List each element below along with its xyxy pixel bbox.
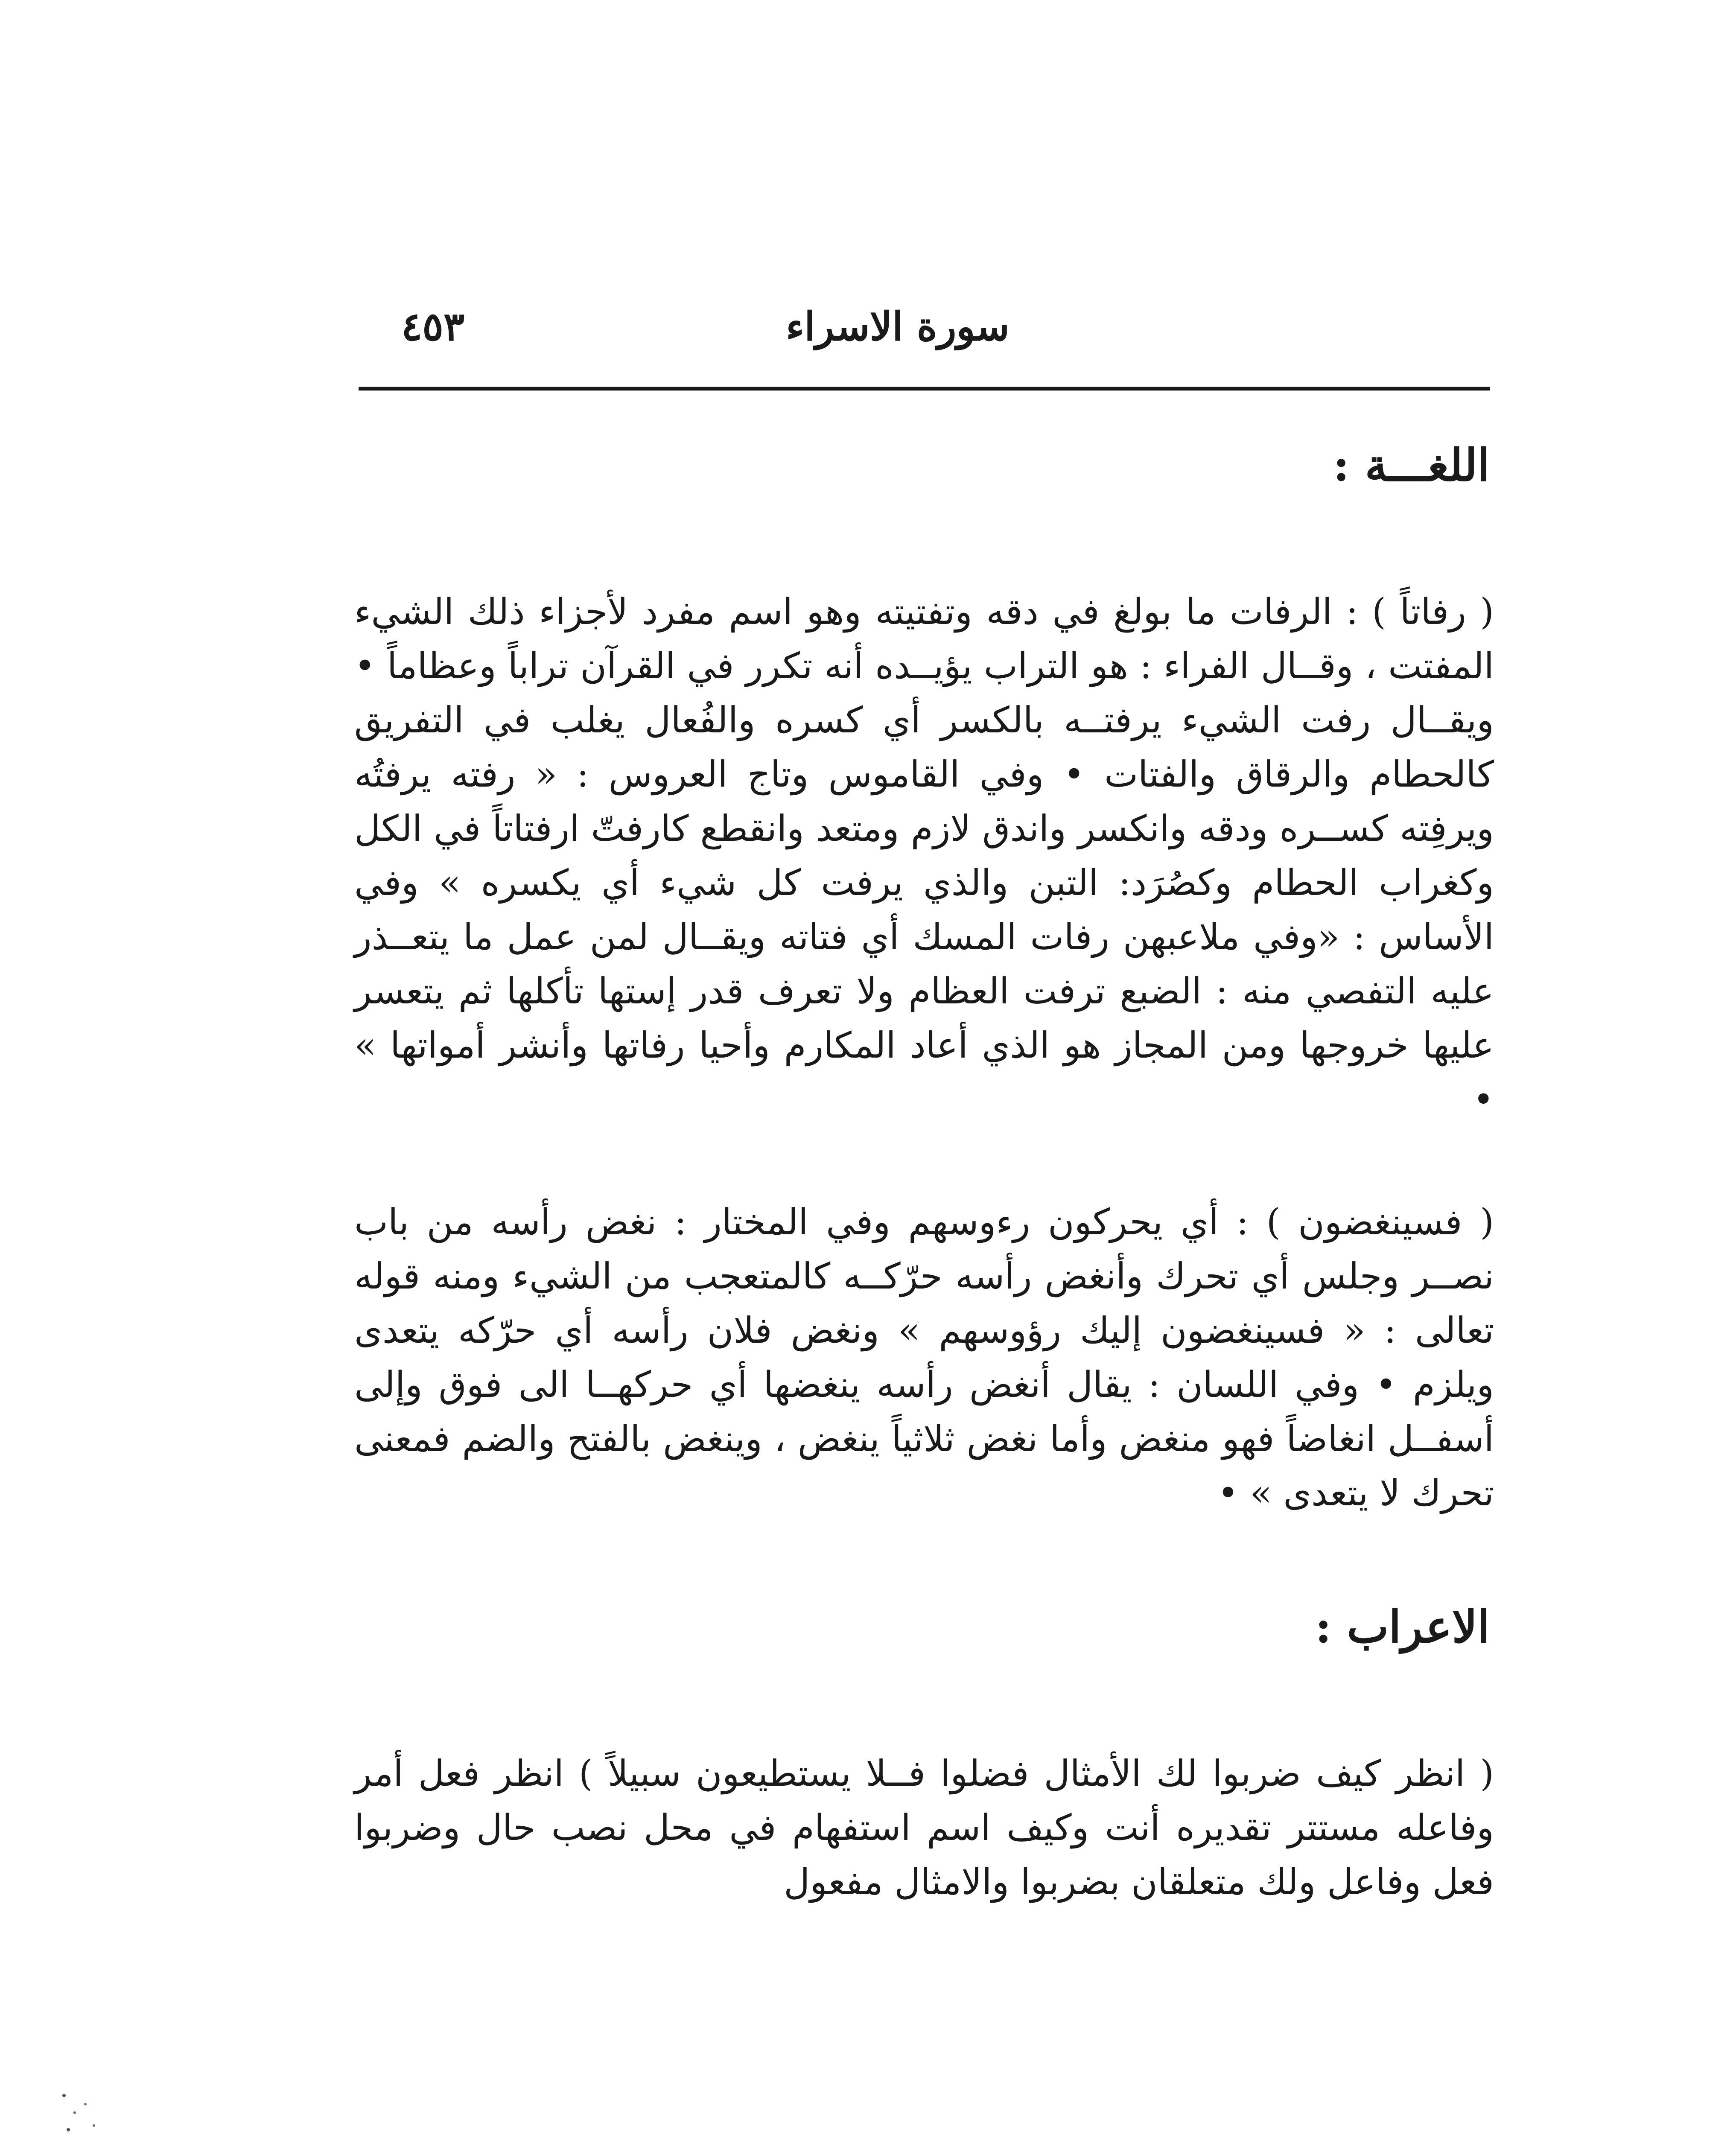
running-header (359, 294, 1490, 376)
page-number: ٤٥٣ (401, 303, 465, 350)
paragraph-rufat: ( رفاتاً ) : الرفات ما بولغ في دقه وتفتيته وهو اسم مفرد لأجزاء ذلك الشيء المفتت ، وقــال الفراء : هو التراب يؤيــده أنه تكرر في القرآن تراباً وعظاماً • ويقــال رفت الشيء يرفتــه بالكسر أي كسره والفُعال يغلب في التفريق كالحطام والرقاق والفتات • وفي القاموس وتاج العروس : « رفته يرفتُه ويرفِته كســره ودقه وانكسر واندق لازم ومتعد وانقطع كارفتّ ارفتاتاً في الكل وكغراب الحطام وكصُرَد: التبن والذي يرفت كل شيء أي يكسره » وفي الأساس : «وفي ملاعبهن رفات المسك أي فتاته ويقــال لمن عمل ما يتعــذر عليه التفصي منه : الضبع ترفت العظام ولا تعرف قدر إستها تأكلها ثم يتعسر عليها خروجها ومن المجاز هو الذي أعاد المكارم وأحيا رفاتها وأنشر أمواتها » • (354, 591, 1494, 1120)
spacer (354, 1520, 1494, 1593)
paragraph-iraab: ( انظر كيف ضربوا لك الأمثال فضلوا فــلا يستطيعون سبيلاً ) انظر فعل أمر وفاعله مستتر تقديره أنت وكيف اسم استفهام في محل نصب حال وضربوا فعل وفاعل ولك متعلقان بضربوا والامثال مفعول (354, 1752, 1494, 1903)
header-rule (359, 387, 1490, 391)
scan-specks (55, 2083, 115, 2134)
spacer (354, 1127, 1494, 1195)
spacer (354, 1661, 1494, 1746)
spacer (354, 499, 1494, 585)
section-heading-lugha: اللغـــة : (1333, 439, 1490, 491)
section-heading-iraab: الاعراب : (1315, 1600, 1490, 1653)
chapter-title: سورة الاسراء (786, 303, 1010, 350)
paragraph-fasayunghidun: ( فسينغضون ) : أي يحركون رءوسهم وفي المختار : نغض رأسه من باب نصــر وجلس أي تحرك وأنغض رأسه حرّكــه كالمتعجب من الشيء ومنه قوله تعالى : « فسينغضون إليك رؤوسهم » ونغض فلان رأسه أي حرّكه يتعدى ويلزم • وفي اللسان : يقال أنغض رأسه ينغضها أي حركهــا الى فوق وإلى أسفــل انغاضاً فهو منغض وأما نغض ثلاثياً ينغض ، وينغض بالفتح والضم فمعنى تحرك لا يتعدى » • (354, 1201, 1494, 1514)
main-text (354, 431, 1494, 1909)
